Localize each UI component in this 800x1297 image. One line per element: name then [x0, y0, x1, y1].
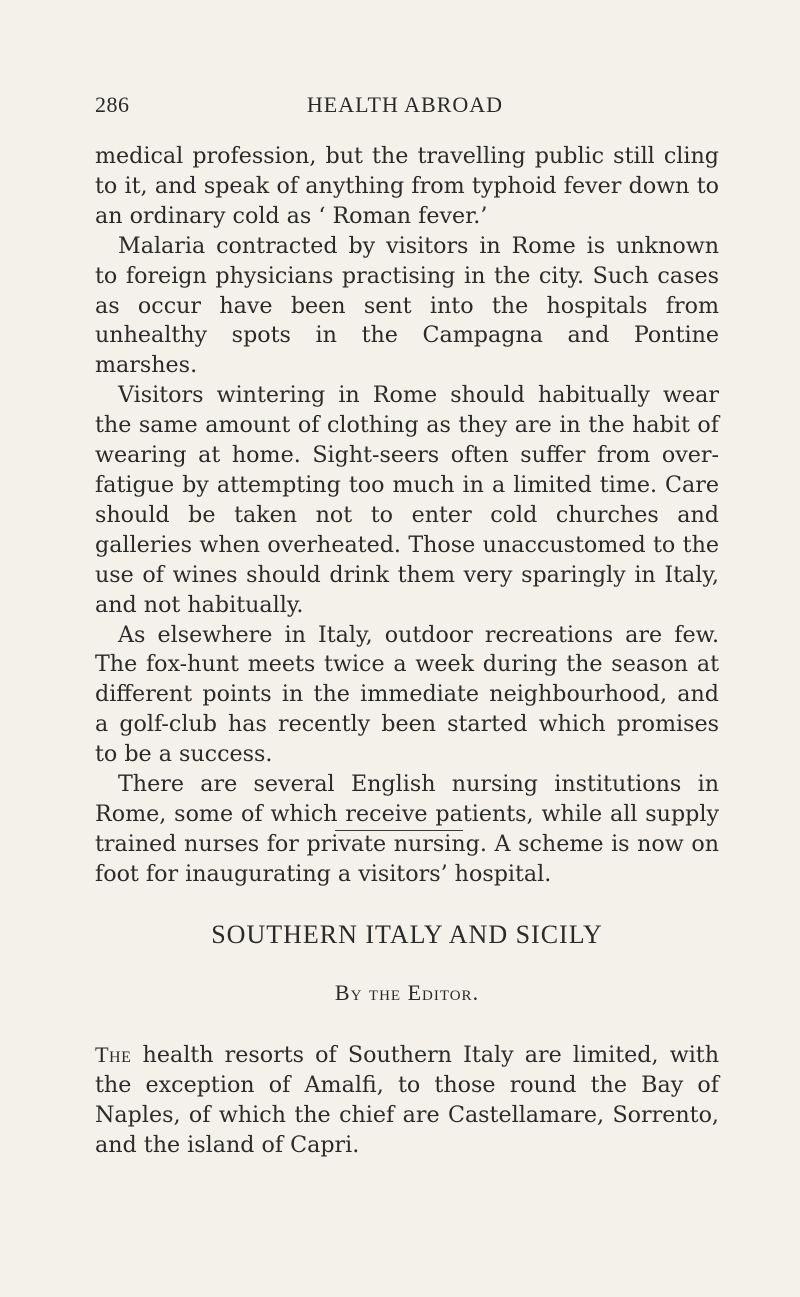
section-title: SOUTHERN ITALY AND SICILY: [211, 920, 603, 949]
running-title: HEALTH ABROAD: [306, 92, 504, 117]
section-byline: By the Editor.: [334, 980, 480, 1005]
lead-in-word: The: [95, 1042, 132, 1067]
paragraph-visitors: Visitors wintering in Rome should habitually wear the same amount of clothing as they are in the habit of wearing at home. Sight-seers often suffer from over-fatigue by attempting too much in a limited time. Care should be taken not to enter cold churches and galleries when overheated. Those unaccustomed to the use of wines should drink them very sparingly in Italy, and not habitually.: [95, 382, 719, 618]
running-head: [95, 92, 715, 122]
body-text: [95, 142, 719, 890]
section-body: [95, 1040, 719, 1161]
paragraph-recreations: As elsewhere in Italy, outdoor recreations are few. The fox-hunt meets twice a week during the season at different points in the immediate neighbourhood, and a golf-club has recently been started which promises to be a success.: [95, 621, 719, 768]
paragraph-continuation: medical profession, but the travelling public still cling to it, and speak of anything from typhoid fever down to an ordinary cold as ‘ Roman fever.’: [95, 143, 719, 229]
paragraph-nursing: There are several English nursing institutions in Rome, some of which receive patients, while all supply trained nurses for private nursing. A scheme is now on foot for inaugurating a visitors’ hospital.: [95, 771, 719, 887]
paragraph-malaria: Malaria contracted by visitors in Rome is unknown to foreign physicians practising in the city. Such cases as occur have been sent into the hospitals from unhealthy spots in the Campagna and Pontine marshes.: [95, 232, 719, 379]
section-divider: [335, 830, 463, 831]
page-number: 286: [95, 92, 130, 117]
section-paragraph: [95, 1040, 719, 1161]
section-paragraph-text: health resorts of Southern Italy are limited, with the exception of Amalfi, to those round the Bay of Naples, of which the chief are Castellamare, Sorrento, and the island of Capri.: [95, 1042, 719, 1158]
